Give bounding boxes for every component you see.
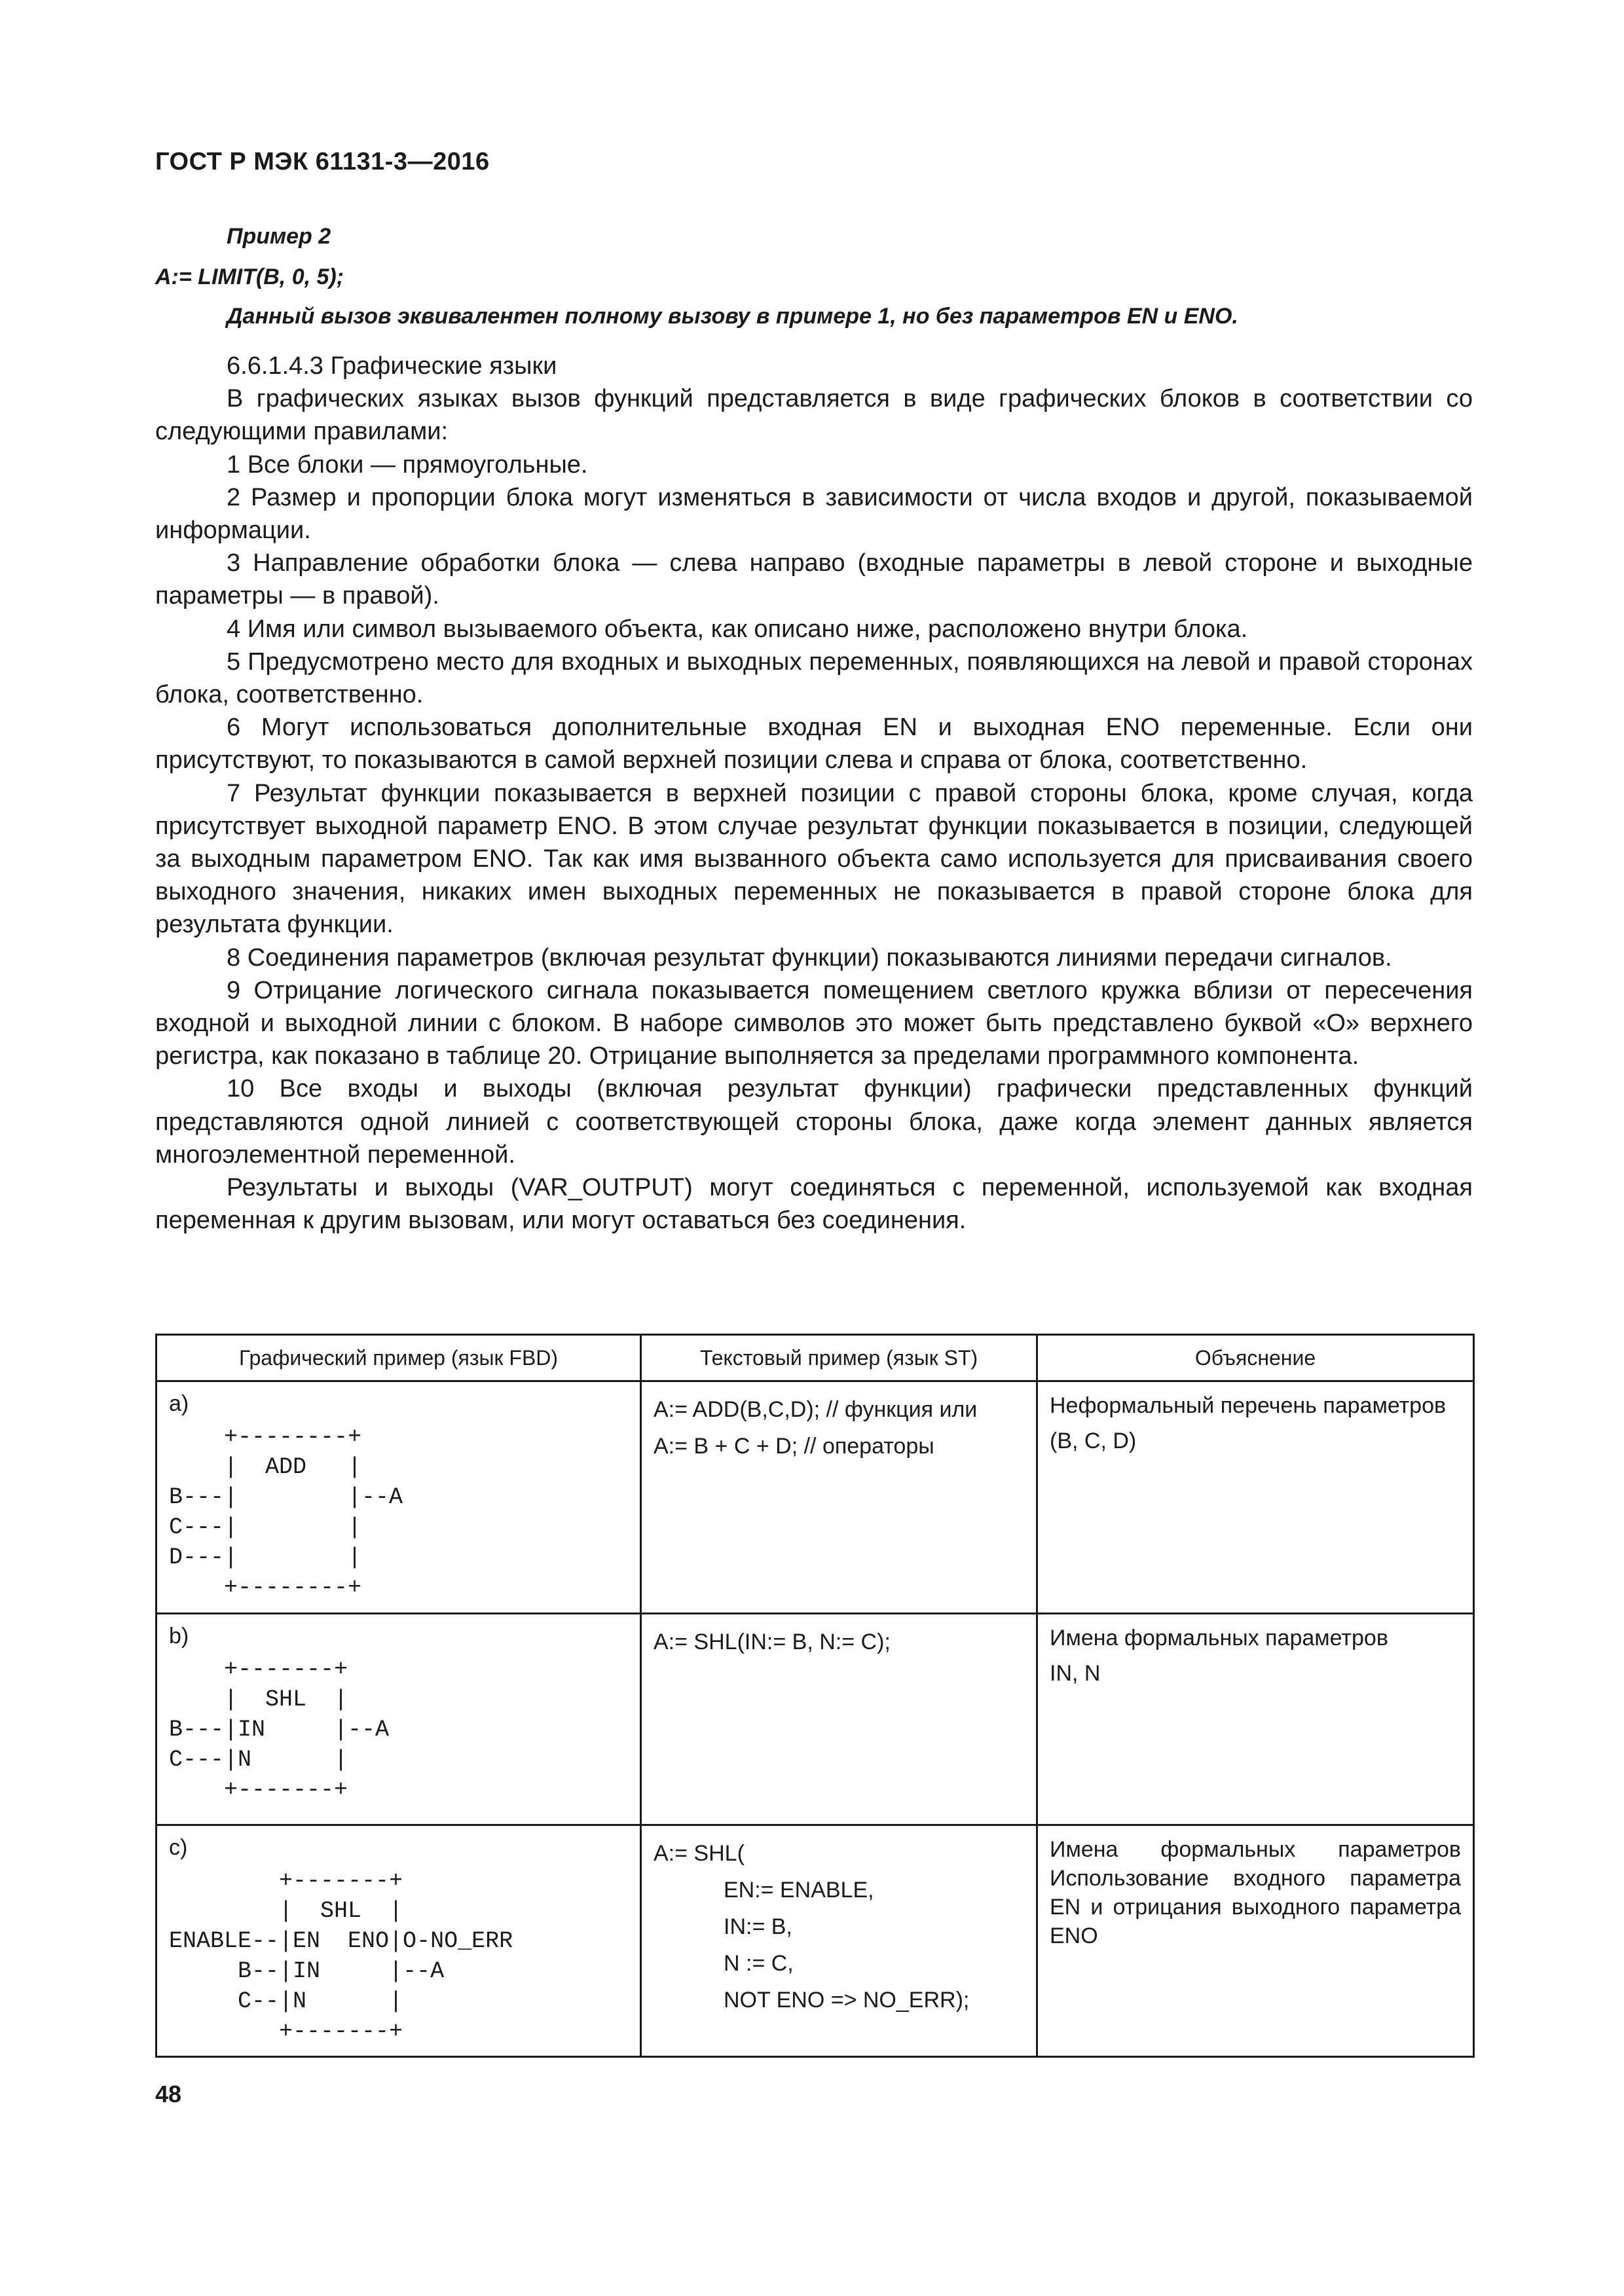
example-title: Пример 2 <box>227 224 331 249</box>
table-header-row <box>157 1335 1474 1381</box>
table-row <box>157 1614 1474 1825</box>
st-cell <box>641 1381 1037 1614</box>
page-number: 48 <box>155 2081 182 2107</box>
column-header-fbd: Графический пример (язык FBD) <box>157 1335 641 1381</box>
fbd-diagram-shl: +-------+ | SHL | B---|IN |--A C---|N | +-------+ <box>169 1656 390 1803</box>
fbd-cell <box>157 1381 641 1614</box>
st-cell <box>641 1614 1037 1825</box>
fbd-diagram-shl-en: +-------+ | SHL | ENABLE--|EN ENO|O-NO_ERR B--|IN |--A C--|N | +-------+ <box>169 1868 513 2045</box>
st-code-line: IN:= B, <box>724 1914 792 1939</box>
st-cell <box>641 1825 1037 2057</box>
st-code-line: EN:= ENABLE, <box>724 1878 874 1903</box>
row-label: b) <box>169 1624 189 1649</box>
st-code-line: A:= SHL(IN:= B, N:= C); <box>654 1630 891 1654</box>
rule-item: 4 Имя или символ вызываемого объекта, как описано ниже, расположено внутри блока. <box>227 615 1248 643</box>
column-header-explanation: Объяснение <box>1037 1335 1474 1381</box>
column-header-st: Текстовый пример (язык ST) <box>641 1335 1037 1381</box>
paragraph: Результаты и выходы (VAR_OUTPUT) могут соединяться с переменной, используемой как входная переменная к другим вызовам, или могут оставаться без соединения. <box>155 1174 1473 1235</box>
explanation-text: Неформальный перечень параметров <box>1050 1393 1447 1418</box>
rule-item: 3 Направление обработки блока — слева направо (входные параметры в левой стороне и выходные параметры — в правой). <box>155 549 1473 610</box>
explanation-text: (B, C, D) <box>1050 1429 1137 1453</box>
example-code: A:= LIMIT(B, 0, 5); <box>155 264 344 289</box>
explanation-text: Имена формальных параметров Использование входного параметра EN и отрицания выходного параметра ENO <box>1050 1837 1461 1948</box>
rule-item: 8 Соединения параметров (включая результат функции) показываются линиями передачи сигналов. <box>227 943 1392 972</box>
rule-item: 1 Все блоки — прямоугольные. <box>227 450 588 479</box>
fbd-cell <box>157 1825 641 2057</box>
table-row <box>157 1825 1474 2057</box>
explanation-text: IN, N <box>1050 1661 1101 1686</box>
st-code-line: A:= ADD(B,C,D); // функция или <box>654 1397 978 1422</box>
explanation-cell <box>1037 1381 1474 1614</box>
explanation-cell <box>1037 1825 1474 2057</box>
rule-item: 6 Могут использоваться дополнительные входная EN и выходная ENO переменные. Если они присутствуют, то показываются в самой верхней позиции слева и справа от блока, соответственно. <box>155 714 1473 774</box>
rule-item: 9 Отрицание логического сигнала показывается помещением светлого кружка вблизи от пересечения входной и выходной линии с блоком. В наборе символов это может быть представлено буквой «О» верхнего регистра, как показано в таблице 20. Отрицание выполняется за пределами программного компонента. <box>155 976 1473 1070</box>
example-note: Данный вызов эквивалентен полному вызову в примере 1, но без параметров EN и ENO. <box>227 304 1238 329</box>
section-heading: 6.6.1.4.3 Графические языки <box>227 352 557 380</box>
explanation-cell <box>1037 1614 1474 1825</box>
paragraph: В графических языках вызов функций представляется в виде графических блоков в соответствии со следующими правилами: <box>155 385 1473 446</box>
fbd-diagram-add: +--------+ | ADD | B---| |--A C---| | D---| | +--------+ <box>169 1424 403 1601</box>
table-row <box>157 1381 1474 1614</box>
rule-item: 10 Все входы и выходы (включая результат функции) графически представленных функций представляются одной линией с соответствующей стороны блока, даже когда элемент данных является многоэлементной переменной. <box>155 1075 1473 1169</box>
st-code-line: A:= B + C + D; // операторы <box>654 1434 934 1459</box>
st-code-line: NOT ENO => NO_ERR); <box>724 1988 970 2013</box>
fbd-examples-table <box>155 1334 1475 2058</box>
st-code-line: A:= SHL( <box>654 1841 745 1866</box>
document-header: ГОСТ Р МЭК 61131-3—2016 <box>155 148 490 175</box>
row-label: a) <box>169 1391 189 1416</box>
explanation-text: Имена формальных параметров <box>1050 1626 1388 1650</box>
rule-item: 5 Предусмотрено место для входных и выходных переменных, появляющихся на левой и правой сторонах блока, соответственно. <box>155 647 1473 709</box>
body-text <box>155 350 1473 1237</box>
fbd-cell <box>157 1614 641 1825</box>
rule-item: 7 Результат функции показывается в верхней позиции с правой стороны блока, кроме случая, когда присутствует выходной параметр ENO. В этом случае результат функции показывается в позиции, следующей за выходным параметром ENO. Так как имя вызванного объекта само используется для присваивания своего выходного значения, никаких имен выходных переменных не показывается в правой стороне блока для результата функции. <box>155 779 1473 939</box>
rule-item: 2 Размер и пропорции блока могут изменяться в зависимости от числа входов и другой, показываемой информации. <box>155 483 1473 545</box>
row-label: c) <box>169 1835 188 1860</box>
st-code-line: N := C, <box>724 1951 794 1976</box>
